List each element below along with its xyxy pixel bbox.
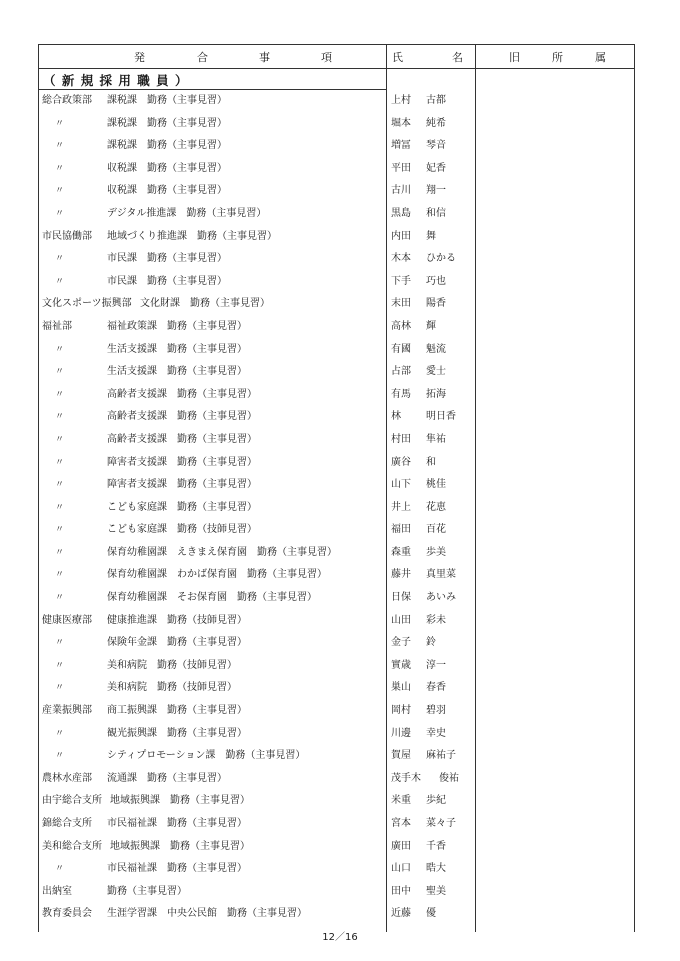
department-name: 出納室 bbox=[42, 885, 72, 897]
ditto-mark: 〃 bbox=[55, 638, 65, 649]
ditto-mark: 〃 bbox=[55, 547, 65, 558]
given-name: 妃香 bbox=[426, 162, 446, 174]
given-name: 彩未 bbox=[426, 614, 446, 626]
family-name: 有馬 bbox=[391, 388, 411, 400]
assignment-text: 保険年金課 勤務（主事見習） bbox=[107, 637, 247, 649]
family-name: 山田 bbox=[391, 614, 411, 626]
given-name: 和信 bbox=[426, 207, 446, 219]
table-row bbox=[39, 429, 475, 452]
family-name: 實歳 bbox=[391, 659, 411, 671]
person-name bbox=[391, 858, 446, 881]
table-row bbox=[39, 542, 475, 565]
table-row bbox=[39, 271, 475, 294]
assignment-text: 生活支援課 勤務（主事見習） bbox=[107, 343, 247, 355]
family-name: 米重 bbox=[391, 795, 411, 807]
family-name: 井上 bbox=[391, 501, 411, 513]
given-name: 輝 bbox=[426, 320, 436, 332]
given-name: 鈴 bbox=[426, 637, 436, 649]
given-name: 和 bbox=[426, 456, 436, 468]
assignment-text: 勤務（主事見習） bbox=[107, 885, 187, 897]
person-name bbox=[391, 564, 456, 587]
table-row bbox=[39, 316, 475, 339]
person-name bbox=[391, 406, 456, 429]
given-name: 隼祐 bbox=[426, 433, 446, 445]
ditto-mark: 〃 bbox=[55, 186, 65, 197]
person-name bbox=[391, 226, 436, 249]
person-name bbox=[391, 655, 446, 678]
ditto-mark: 〃 bbox=[55, 683, 65, 694]
column-divider bbox=[475, 45, 476, 932]
ditto-mark: 〃 bbox=[55, 344, 65, 355]
family-name: 森重 bbox=[391, 546, 411, 558]
person-name bbox=[391, 768, 459, 791]
ditto-mark: 〃 bbox=[55, 141, 65, 152]
ditto-mark: 〃 bbox=[55, 412, 65, 423]
given-name: 晧大 bbox=[426, 863, 446, 875]
given-name: 桃佳 bbox=[426, 479, 446, 491]
table-row bbox=[39, 858, 475, 881]
person-name bbox=[391, 158, 446, 181]
table-row bbox=[39, 248, 475, 271]
family-name: 廣田 bbox=[391, 840, 411, 852]
person-name bbox=[391, 474, 446, 497]
ditto-mark: 〃 bbox=[55, 457, 65, 468]
ditto-mark: 〃 bbox=[55, 254, 65, 265]
given-name: 幸史 bbox=[426, 727, 446, 739]
given-name: 巧也 bbox=[426, 275, 446, 287]
person-name bbox=[391, 903, 436, 926]
assignment-text: 福祉政策課 勤務（主事見習） bbox=[107, 320, 247, 332]
assignment-text: 観光振興課 勤務（主事見習） bbox=[107, 727, 247, 739]
section-title: （ 新 規 採 用 職 員 ） bbox=[43, 73, 189, 88]
family-name: 賀屋 bbox=[391, 750, 411, 762]
given-name: 明日香 bbox=[426, 411, 456, 423]
assignment-text: 地域振興課 勤務（主事見習） bbox=[110, 840, 250, 852]
given-name: 純希 bbox=[426, 117, 446, 129]
ditto-mark: 〃 bbox=[55, 570, 65, 581]
table-row bbox=[39, 790, 475, 813]
given-name: 俊祐 bbox=[439, 772, 459, 784]
table-row bbox=[39, 90, 475, 113]
assignment-text: 障害者支援課 勤務（主事見習） bbox=[107, 456, 257, 468]
assignment-text: 生涯学習課 中央公民館 勤務（主事見習） bbox=[107, 908, 307, 920]
assignment-text: デジタル推進課 勤務（主事見習） bbox=[107, 207, 267, 219]
person-name bbox=[391, 429, 446, 452]
assignment-text: 収税課 勤務（主事見習） bbox=[107, 185, 227, 197]
department-name: 文化スポーツ振興部 bbox=[42, 298, 132, 310]
assignment-text: 市民課 勤務（主事見習） bbox=[107, 253, 227, 265]
ditto-mark: 〃 bbox=[55, 276, 65, 287]
ditto-mark: 〃 bbox=[55, 864, 65, 875]
assignment-text: こども家庭課 勤務（主事見習） bbox=[107, 501, 257, 513]
family-name: 茂手木 bbox=[391, 772, 421, 784]
person-name bbox=[391, 293, 446, 316]
person-name bbox=[391, 203, 446, 226]
assignment-text: 市民課 勤務（主事見習） bbox=[107, 275, 227, 287]
person-name bbox=[391, 90, 446, 113]
family-name: 廣谷 bbox=[391, 456, 411, 468]
department-name: 産業振興部 bbox=[42, 705, 92, 717]
family-name: 藤井 bbox=[391, 569, 411, 581]
table-row bbox=[39, 745, 475, 768]
department-name: 福祉部 bbox=[42, 320, 72, 332]
given-name: 優 bbox=[426, 908, 436, 920]
table-header bbox=[39, 45, 634, 69]
assignment-text: 課税課 勤務（主事見習） bbox=[107, 95, 227, 106]
given-name: 聖美 bbox=[426, 885, 446, 897]
family-name: 木本 bbox=[391, 253, 411, 265]
ditto-mark: 〃 bbox=[55, 728, 65, 739]
appointment-table bbox=[38, 44, 635, 932]
assignment-text: 高齢者支援課 勤務（主事見習） bbox=[107, 388, 257, 400]
family-name: 田中 bbox=[391, 885, 411, 897]
person-name bbox=[391, 339, 446, 362]
table-row bbox=[39, 497, 475, 520]
department-name: 市民協働部 bbox=[42, 230, 92, 242]
family-name: 平田 bbox=[391, 162, 411, 174]
person-name bbox=[391, 881, 446, 904]
given-name: 麻祐子 bbox=[426, 750, 456, 762]
family-name: 日保 bbox=[391, 592, 411, 604]
department-name: 錦総合支所 bbox=[42, 818, 92, 829]
family-name: 有國 bbox=[391, 343, 411, 355]
family-name: 黒島 bbox=[391, 207, 411, 219]
table-row bbox=[39, 836, 475, 859]
person-name bbox=[391, 587, 456, 610]
table-row bbox=[39, 406, 475, 429]
ditto-mark: 〃 bbox=[55, 593, 65, 604]
table-row bbox=[39, 768, 475, 791]
table-row bbox=[39, 293, 475, 316]
family-name: 林 bbox=[391, 411, 401, 423]
ditto-mark: 〃 bbox=[55, 208, 65, 219]
family-name: 下手 bbox=[391, 275, 411, 287]
person-name bbox=[391, 632, 436, 655]
table-row bbox=[39, 677, 475, 700]
table-row bbox=[39, 113, 475, 136]
family-name: 増冨 bbox=[391, 140, 411, 152]
given-name: 真里菜 bbox=[426, 569, 456, 581]
person-name bbox=[391, 519, 446, 542]
assignment-text: 地域振興課 勤務（主事見習） bbox=[110, 795, 250, 807]
given-name: 春香 bbox=[426, 682, 446, 694]
ditto-mark: 〃 bbox=[55, 751, 65, 762]
table-row bbox=[39, 361, 475, 384]
assignment-text: 保育幼稚園課 わかば保育園 勤務（主事見習） bbox=[107, 569, 327, 581]
assignment-text: 課税課 勤務（主事見習） bbox=[107, 140, 227, 152]
assignment-text: 課税課 勤務（主事見習） bbox=[107, 117, 227, 129]
given-name: 花恵 bbox=[426, 501, 446, 513]
department-name: 農林水産部 bbox=[42, 772, 92, 784]
department-name: 健康医療部 bbox=[42, 614, 92, 626]
table-row bbox=[39, 203, 475, 226]
given-name: 舞 bbox=[426, 230, 436, 242]
person-name bbox=[391, 452, 436, 475]
assignment-text: 収税課 勤務（主事見習） bbox=[107, 162, 227, 174]
ditto-mark: 〃 bbox=[55, 434, 65, 445]
given-name: 琴音 bbox=[426, 140, 446, 152]
header-char: 所 bbox=[552, 51, 563, 64]
assignment-text: 健康推進課 勤務（技師見習） bbox=[107, 614, 247, 626]
family-name: 古川 bbox=[391, 185, 411, 197]
table-row bbox=[39, 700, 475, 723]
given-name: 陽香 bbox=[426, 298, 446, 310]
person-name bbox=[391, 271, 446, 294]
assignment-text: 保育幼稚園課 そお保育園 勤務（主事見習） bbox=[107, 592, 317, 604]
family-name: 近藤 bbox=[391, 908, 411, 920]
person-name bbox=[391, 113, 446, 136]
page-number: 12／16 bbox=[322, 932, 358, 943]
family-name: 山口 bbox=[391, 863, 411, 875]
ditto-mark: 〃 bbox=[55, 660, 65, 671]
given-name: あいみ bbox=[426, 592, 456, 604]
family-name: 内田 bbox=[391, 230, 411, 242]
person-name bbox=[391, 745, 456, 768]
ditto-mark: 〃 bbox=[55, 389, 65, 400]
table-row bbox=[39, 474, 475, 497]
given-name: 百花 bbox=[426, 524, 446, 536]
ditto-mark: 〃 bbox=[55, 367, 65, 378]
table-row bbox=[39, 226, 475, 249]
ditto-mark: 〃 bbox=[55, 163, 65, 174]
header-char: 名 bbox=[452, 51, 463, 64]
family-name: 山下 bbox=[391, 479, 411, 491]
given-name: 歩美 bbox=[426, 546, 446, 558]
ditto-mark: 〃 bbox=[55, 118, 65, 129]
assignment-text: 保育幼稚園課 えきまえ保育園 勤務（主事見習） bbox=[107, 546, 337, 558]
assignment-text: 美和病院 勤務（技師見習） bbox=[107, 659, 237, 671]
header-char: 氏 bbox=[392, 51, 403, 64]
table-row bbox=[39, 655, 475, 678]
given-name: ひかる bbox=[426, 253, 456, 265]
family-name: 宮本 bbox=[391, 818, 411, 829]
table-row bbox=[39, 564, 475, 587]
table-row bbox=[39, 135, 475, 158]
header-char: 事 bbox=[259, 51, 270, 64]
assignment-text: 美和病院 勤務（技師見習） bbox=[107, 682, 237, 694]
given-name: 古都 bbox=[426, 95, 446, 106]
family-name: 福田 bbox=[391, 524, 411, 536]
person-name bbox=[391, 384, 446, 407]
department-name: 教育委員会 bbox=[42, 908, 92, 920]
given-name: 拓海 bbox=[426, 388, 446, 400]
assignment-text: 生活支援課 勤務（主事見習） bbox=[107, 366, 247, 378]
header-char: 属 bbox=[595, 51, 606, 64]
header-char: 発 bbox=[134, 51, 145, 64]
department-name: 総合政策部 bbox=[42, 95, 92, 106]
person-name bbox=[391, 700, 446, 723]
person-name bbox=[391, 361, 446, 384]
family-name: 岡村 bbox=[391, 705, 411, 717]
family-name: 村田 bbox=[391, 433, 411, 445]
assignment-text: 高齢者支援課 勤務（主事見習） bbox=[107, 433, 257, 445]
table-row bbox=[39, 452, 475, 475]
family-name: 堀本 bbox=[391, 117, 411, 129]
family-name: 末田 bbox=[391, 298, 411, 310]
person-name bbox=[391, 813, 456, 836]
person-name bbox=[391, 610, 446, 633]
assignment-text: 高齢者支援課 勤務（主事見習） bbox=[107, 411, 257, 423]
person-name bbox=[391, 316, 436, 339]
family-name: 上村 bbox=[391, 95, 411, 106]
assignment-text: 地域づくり推進課 勤務（主事見習） bbox=[107, 230, 277, 242]
header-char: 項 bbox=[321, 51, 332, 64]
appointment-rows bbox=[39, 90, 475, 926]
table-row bbox=[39, 519, 475, 542]
assignment-text: 流通課 勤務（主事見習） bbox=[107, 772, 227, 784]
given-name: 歩紀 bbox=[426, 795, 446, 807]
given-name: 愛士 bbox=[426, 366, 446, 378]
person-name bbox=[391, 790, 446, 813]
given-name: 淳一 bbox=[426, 659, 446, 671]
table-row bbox=[39, 610, 475, 633]
table-row bbox=[39, 587, 475, 610]
assignment-text: 市民福祉課 勤務（主事見習） bbox=[107, 818, 247, 829]
given-name: 翔一 bbox=[426, 185, 446, 197]
family-name: 巣山 bbox=[391, 682, 411, 694]
person-name bbox=[391, 723, 446, 746]
person-name bbox=[391, 836, 446, 859]
table-row bbox=[39, 723, 475, 746]
assignment-text: 市民福祉課 勤務（主事見習） bbox=[107, 863, 247, 875]
table-row bbox=[39, 339, 475, 362]
family-name: 川邊 bbox=[391, 727, 411, 739]
person-name bbox=[391, 677, 446, 700]
given-name: 魁流 bbox=[426, 343, 446, 355]
assignment-text: 商工振興課 勤務（主事見習） bbox=[107, 705, 247, 717]
table-row bbox=[39, 881, 475, 904]
ditto-mark: 〃 bbox=[55, 525, 65, 536]
family-name: 占部 bbox=[391, 366, 411, 378]
ditto-mark: 〃 bbox=[55, 480, 65, 491]
department-name: 美和総合支所 bbox=[42, 840, 102, 852]
assignment-text: 文化財課 勤務（主事見習） bbox=[140, 298, 270, 310]
person-name bbox=[391, 542, 446, 565]
person-name bbox=[391, 497, 446, 520]
person-name bbox=[391, 248, 456, 271]
department-name: 由宇総合支所 bbox=[42, 795, 102, 807]
given-name: 千香 bbox=[426, 840, 446, 852]
given-name: 碧羽 bbox=[426, 705, 446, 717]
assignment-text: 障害者支援課 勤務（主事見習） bbox=[107, 479, 257, 491]
table-row bbox=[39, 158, 475, 181]
table-row bbox=[39, 632, 475, 655]
table-row bbox=[39, 903, 475, 926]
assignment-text: シティプロモーション課 勤務（主事見習） bbox=[107, 750, 306, 762]
table-row bbox=[39, 384, 475, 407]
ditto-mark: 〃 bbox=[55, 502, 65, 513]
given-name: 菜々子 bbox=[426, 818, 456, 829]
family-name: 金子 bbox=[391, 637, 411, 649]
assignment-text: こども家庭課 勤務（技師見習） bbox=[107, 524, 257, 536]
table-row bbox=[39, 180, 475, 203]
person-name bbox=[391, 180, 446, 203]
header-char: 旧 bbox=[509, 51, 520, 64]
table-row bbox=[39, 813, 475, 836]
header-char: 合 bbox=[197, 51, 208, 64]
person-name bbox=[391, 135, 446, 158]
family-name: 高林 bbox=[391, 320, 411, 332]
